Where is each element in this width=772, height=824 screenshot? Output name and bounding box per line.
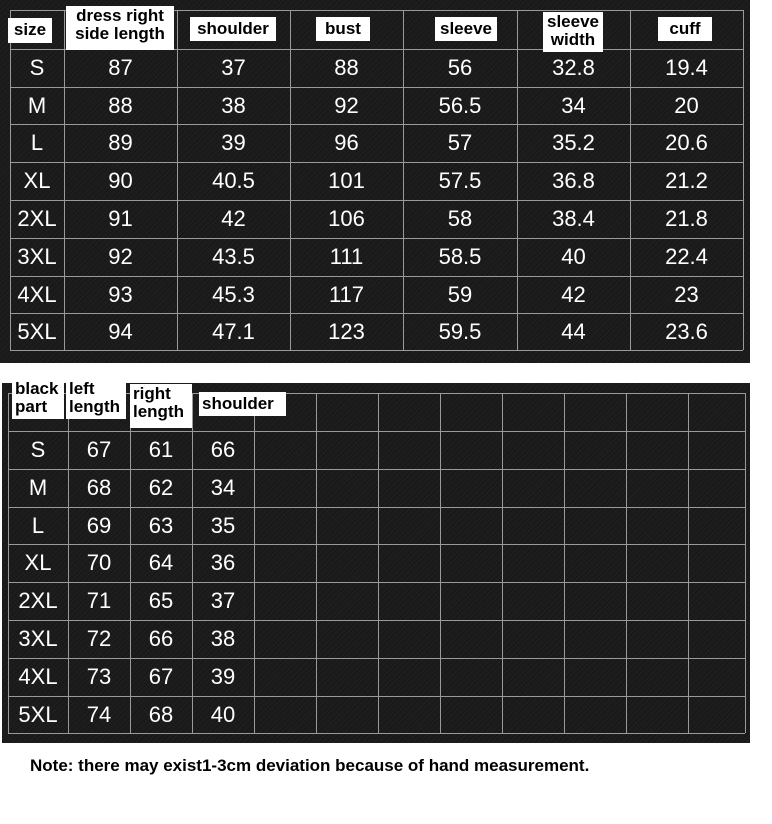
measurement-cell: 22.4: [665, 244, 708, 269]
size-label: XL: [23, 168, 51, 193]
measurement-cell: 89: [108, 130, 133, 155]
measurement-cell: 23: [674, 282, 699, 307]
measurement-cell: 38.4: [552, 206, 595, 231]
size-label: 4XL: [18, 664, 58, 689]
measurement-cell: 92: [334, 93, 359, 118]
measurement-cell: 20.6: [665, 130, 708, 155]
measurement-cell: 58.5: [438, 244, 482, 269]
measurement-cell: 35.2: [552, 130, 595, 155]
size-label: 4XL: [17, 282, 57, 307]
size-table-black-part: [2, 379, 750, 743]
measurement-cell: 69: [86, 513, 112, 538]
measurement-cell: 56.5: [438, 93, 482, 118]
measurement-note: Note: there may exist1-3cm deviation because of hand measurement.: [30, 756, 590, 775]
measurement-cell: 37: [210, 588, 236, 613]
measurement-cell: 88: [334, 55, 359, 80]
column-header: right length: [130, 384, 192, 428]
measurement-cell: 57: [447, 130, 473, 155]
measurement-cell: 21.2: [665, 168, 708, 193]
grid-line: [10, 350, 743, 351]
grid-line: [502, 393, 503, 733]
measurement-cell: 123: [328, 319, 365, 344]
measurement-cell: 23.6: [665, 319, 708, 344]
measurement-cell: 38: [221, 93, 246, 118]
size-label: S: [29, 55, 45, 80]
grid-line: [8, 733, 745, 734]
measurement-cell: 65: [148, 588, 174, 613]
measurement-cell: 43.5: [212, 244, 255, 269]
measurement-cell: 71: [86, 588, 112, 613]
measurement-cell: 61: [148, 437, 174, 462]
grid-line: [440, 393, 441, 733]
measurement-cell: 34: [561, 93, 586, 118]
measurement-cell: 74: [86, 702, 112, 727]
measurement-cell: 70: [86, 550, 112, 575]
grid-line: [316, 393, 317, 733]
measurement-cell: 62: [148, 475, 174, 500]
grid-line: [378, 393, 379, 733]
size-label: 3XL: [18, 626, 58, 651]
measurement-cell: 32.8: [552, 55, 595, 80]
measurement-cell: 59.5: [438, 319, 482, 344]
measurement-cell: 106: [328, 206, 365, 231]
measurement-cell: 39: [210, 664, 236, 689]
measurement-cell: 96: [334, 130, 359, 155]
measurement-cell: 39: [221, 130, 246, 155]
size-label: M: [28, 475, 48, 500]
column-header: shoulder: [199, 392, 286, 416]
column-header: sleeve: [435, 17, 497, 41]
measurement-cell: 19.4: [665, 55, 708, 80]
measurement-cell: 20: [674, 93, 699, 118]
size-label: M: [27, 93, 47, 118]
column-header: black part: [12, 379, 64, 419]
grid-line: [745, 393, 746, 733]
measurement-cell: 87: [108, 55, 133, 80]
measurement-cell: 21.8: [665, 206, 708, 231]
size-label: 2XL: [17, 206, 57, 231]
grid-line: [564, 393, 565, 733]
measurement-cell: 67: [148, 664, 174, 689]
measurement-cell: 68: [148, 702, 174, 727]
measurement-cell: 57.5: [438, 168, 482, 193]
measurement-cell: 40.5: [212, 168, 255, 193]
column-header: cuff: [658, 17, 712, 41]
size-label: S: [30, 437, 46, 462]
measurement-cell: 88: [108, 93, 133, 118]
measurement-cell: 66: [210, 437, 236, 462]
measurement-cell: 40: [561, 244, 586, 269]
size-table-dress: [0, 0, 750, 363]
size-label: XL: [24, 550, 52, 575]
column-header: bust: [316, 17, 370, 41]
measurement-cell: 111: [329, 244, 364, 269]
column-header: sleeve width: [543, 12, 603, 52]
grid-line: [688, 393, 689, 733]
column-header: shoulder: [190, 17, 276, 41]
measurement-cell: 91: [108, 206, 133, 231]
measurement-cell: 36.8: [552, 168, 595, 193]
measurement-cell: 42: [561, 282, 586, 307]
column-header: dress right side length: [66, 6, 174, 50]
size-label: L: [31, 513, 45, 538]
measurement-cell: 42: [221, 206, 246, 231]
measurement-cell: 101: [328, 168, 365, 193]
measurement-cell: 72: [86, 626, 112, 651]
measurement-cell: 37: [221, 55, 246, 80]
measurement-cell: 38: [210, 626, 236, 651]
size-label: L: [30, 130, 44, 155]
measurement-cell: 45.3: [212, 282, 255, 307]
measurement-cell: 67: [86, 437, 112, 462]
measurement-cell: 40: [210, 702, 236, 727]
size-label: 5XL: [17, 319, 57, 344]
measurement-cell: 90: [108, 168, 133, 193]
measurement-cell: 93: [108, 282, 133, 307]
grid-line: [743, 10, 744, 350]
measurement-cell: 44: [561, 319, 586, 344]
measurement-cell: 36: [210, 550, 236, 575]
measurement-cell: 73: [86, 664, 112, 689]
column-header: size: [8, 18, 52, 43]
size-label: 5XL: [18, 702, 58, 727]
measurement-cell: 92: [108, 244, 133, 269]
measurement-cell: 117: [328, 282, 365, 307]
measurement-cell: 59: [447, 282, 473, 307]
measurement-cell: 94: [108, 319, 133, 344]
measurement-cell: 47.1: [212, 319, 255, 344]
size-label: 2XL: [18, 588, 58, 613]
measurement-cell: 56: [447, 55, 473, 80]
grid-line: [626, 393, 627, 733]
column-header: left length: [66, 379, 126, 419]
measurement-cell: 64: [148, 550, 174, 575]
measurement-cell: 68: [86, 475, 112, 500]
size-label: 3XL: [17, 244, 57, 269]
measurement-cell: 63: [148, 513, 174, 538]
measurement-cell: 58: [447, 206, 473, 231]
grid-line: [254, 393, 255, 733]
measurement-cell: 35: [210, 513, 236, 538]
measurement-cell: 34: [210, 475, 236, 500]
measurement-cell: 66: [148, 626, 174, 651]
